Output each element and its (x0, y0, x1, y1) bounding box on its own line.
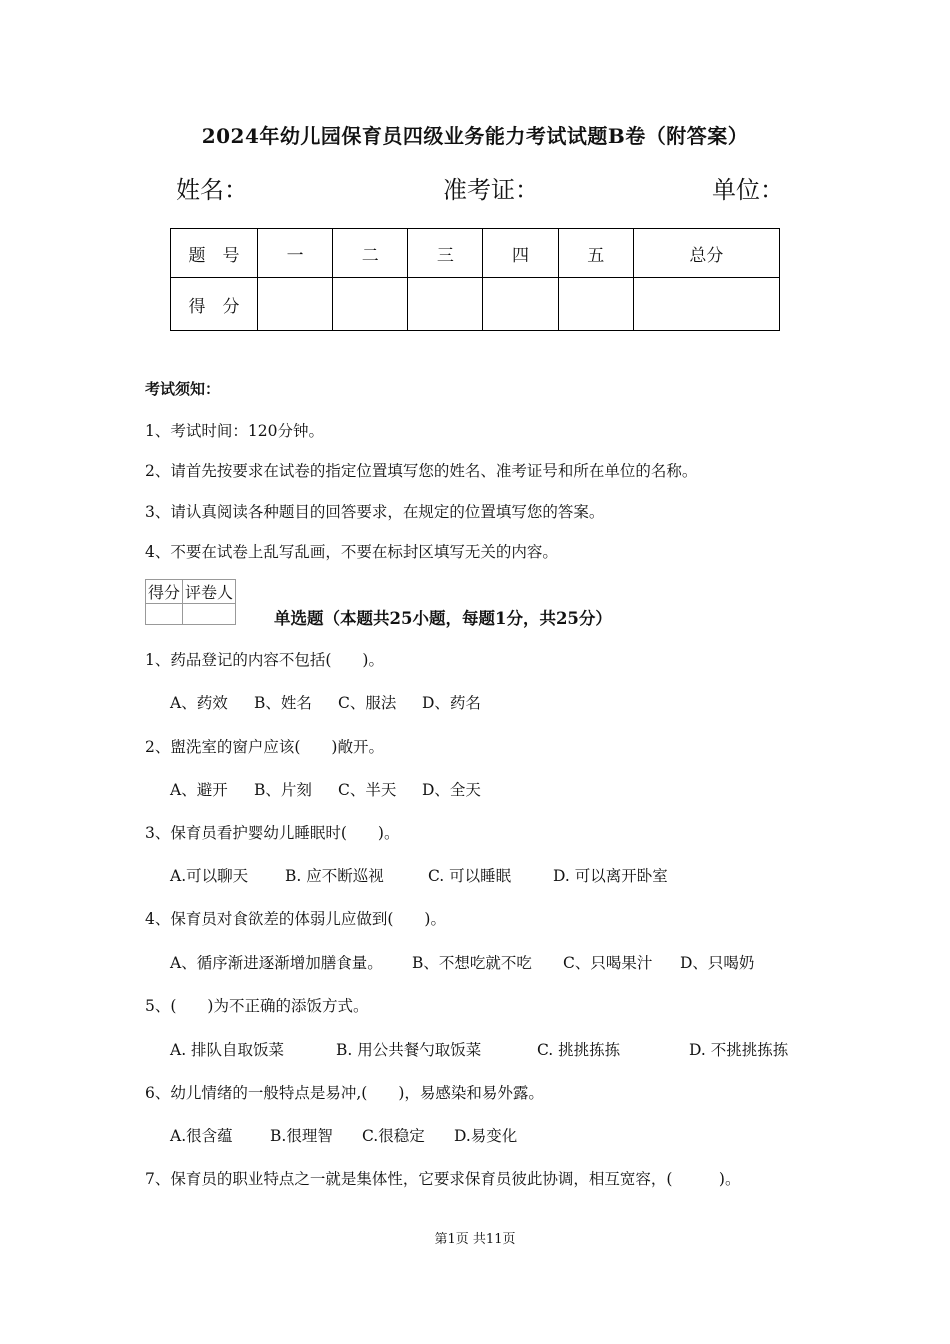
option: A. 排队自取饭菜 (170, 1041, 285, 1059)
option: D、只喝奶 (680, 954, 755, 972)
score-cell (333, 278, 408, 331)
page-title: 2024年幼儿园保育员四级业务能力考试试题B卷（附答案） (201, 124, 749, 148)
unit-label: 单位： (712, 176, 784, 204)
question-stem: 4、保育员对食欲差的体弱儿应做到( )。 (145, 910, 446, 928)
option: A.很含蕴 (170, 1127, 233, 1145)
score-cell (483, 278, 558, 331)
question-stem: 3、保育员看护婴幼儿睡眠时( )。 (145, 824, 400, 842)
header-section-3: 三 (408, 229, 483, 278)
option: C. 可以睡眠 (428, 867, 512, 885)
header-section-1: 一 (258, 229, 333, 278)
question-options (170, 951, 754, 973)
option: B.很理智 (270, 1127, 333, 1145)
score-table-score-row (171, 278, 780, 331)
exam-number-label: 准考证： (443, 176, 539, 204)
header-section-4: 四 (483, 229, 558, 278)
question-stem: 5、( )为不正确的添饭方式。 (145, 997, 369, 1015)
question-stem: 2、盥洗室的窗户应该( )敞开。 (145, 738, 384, 756)
header-question-number: 题 号 (171, 229, 258, 278)
option: D、全天 (422, 781, 481, 799)
header-section-2: 二 (333, 229, 408, 278)
question-stem: 6、幼儿情绪的一般特点是易冲,( )，易感染和易外露。 (145, 1084, 544, 1102)
header-section-5: 五 (558, 229, 633, 278)
question-options (170, 1124, 517, 1146)
score-cell (258, 278, 333, 331)
grader-name-cell (183, 604, 236, 625)
question-options (170, 691, 481, 713)
name-label: 姓名： (176, 176, 248, 204)
score-table-header-row (171, 229, 780, 278)
option: A、避开 (170, 781, 228, 799)
question-stem: 1、药品登记的内容不包括( )。 (145, 651, 384, 669)
grader-box (145, 579, 236, 625)
grader-name-label: 评卷人 (183, 580, 236, 604)
question-options (170, 1038, 788, 1060)
score-cell (558, 278, 633, 331)
option: D. 可以离开卧室 (553, 867, 668, 885)
option: C.很稳定 (362, 1127, 425, 1145)
question-options (170, 864, 668, 886)
notice-item: 3、请认真阅读各种题目的回答要求，在规定的位置填写您的答案。 (145, 503, 605, 521)
option: A、药效 (170, 694, 228, 712)
option: B、片刻 (254, 781, 312, 799)
option: B、不想吃就不吃 (412, 954, 532, 972)
option: D、药名 (422, 694, 481, 712)
section-title: 单选题（本题共25小题，每题1分，共25分） (274, 609, 612, 628)
header-total: 总分 (633, 229, 779, 278)
option: A、循序渐进逐渐增加膳食量。 (170, 954, 383, 972)
notice-item: 4、不要在试卷上乱写乱画，不要在标封区填写无关的内容。 (145, 543, 558, 561)
question-stem: 7、保育员的职业特点之一就是集体性，它要求保育员彼此协调，相互宽容，( )。 (145, 1170, 741, 1188)
notice-item: 2、请首先按要求在试卷的指定位置填写您的姓名、准考证号和所在单位的名称。 (145, 462, 698, 480)
page-footer: 第1页 共11页 (434, 1232, 516, 1247)
score-row-label: 得 分 (171, 278, 258, 331)
grader-score-cell (146, 604, 183, 625)
notice-heading: 考试须知： (145, 380, 221, 398)
option: C、只喝果汁 (563, 954, 653, 972)
score-table (170, 228, 780, 331)
score-cell (633, 278, 779, 331)
notice-item: 1、考试时间：120分钟。 (145, 422, 324, 440)
option: D.易变化 (454, 1127, 518, 1145)
option: D. 不挑挑拣拣 (689, 1041, 789, 1059)
option: B. 用公共餐勺取饭菜 (336, 1041, 482, 1059)
question-options (170, 778, 481, 800)
score-cell (408, 278, 483, 331)
option: B. 应不断巡视 (285, 867, 384, 885)
option: B、姓名 (254, 694, 312, 712)
option: C、服法 (338, 694, 397, 712)
option: C. 挑挑拣拣 (537, 1041, 621, 1059)
grader-score-label: 得分 (146, 580, 183, 604)
option: C、半天 (338, 781, 397, 799)
option: A.可以聊天 (170, 867, 249, 885)
